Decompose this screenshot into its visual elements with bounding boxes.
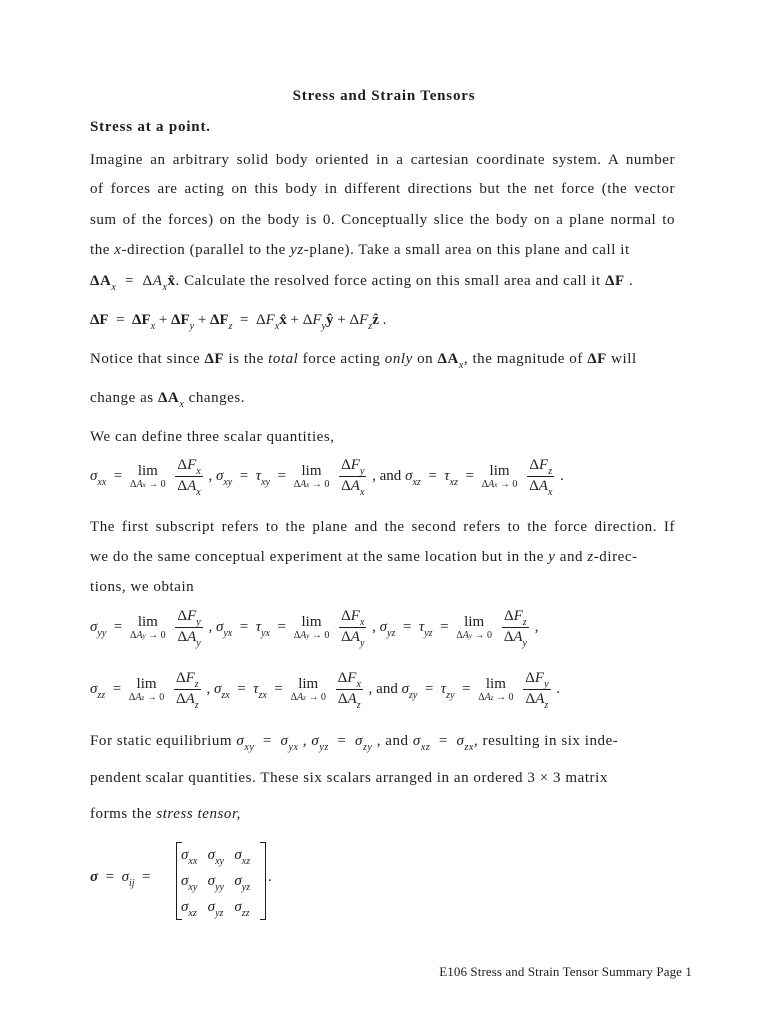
section-heading: Stress at a point. — [90, 119, 211, 135]
paragraph-line: change as $\Delta A_x$ changes. — [90, 390, 246, 410]
paragraph-line: We can define three scalar quantities, — [90, 429, 335, 445]
paragraph-line: of forces are acting on this body in different directions but the net force (the vector — [90, 181, 675, 197]
paragraph-line: For static equilibrium $\sigma_{xy} = \sigma_{yx}$ , $\sigma_{yz} = \sigma_{zy}$ , and $\sigma_{xz} = \sigma_{zx}$, resulting in six inde- — [90, 733, 619, 753]
paragraph-line: tions, we obtain — [90, 579, 195, 595]
matrix-period: . — [268, 869, 272, 885]
paragraph-line: the x-direction (parallel to the yz-plane). Take a small area on this plane and call it — [90, 242, 630, 258]
area-definition-line: $\Delta A_x$ = $\Delta A_xx̂$. Calculate the resolved force acting on this small area and call it ΔF . — [90, 273, 634, 293]
paragraph-line: sum of the forces) on the body is 0. Conceptually slice the body on a plane normal to — [90, 212, 675, 228]
paragraph-line: forms the stress tensor, — [90, 806, 241, 822]
paragraph-line: The first subscript refers to the plane and the second refers to the force direction. If — [90, 519, 675, 535]
stress-definition-z: $\sigma_{zz}$ = lim ΔAz → 0 $\frac{\Delta F_z}{\Delta A_z}$ , $\sigma_{zx} = \tau_{zx}$ = lim ΔAz → 0 $\frac{\Delta F_x}{\Delta A_z}$ , and $\sigma_{zy} = \tau_{zy}$ = lim ΔAz → 0 $\frac{\Delta F_y}{\Delta A_z}$ . — [90, 670, 561, 711]
paragraph-line: pendent scalar quantities. These six scalars arranged in an ordered 3 × 3 matrix — [90, 770, 608, 786]
paragraph-line: Imagine an arbitrary solid body oriented in a cartesian coordinate system. A number — [90, 152, 675, 168]
paragraph-line: we do the same conceptual experiment at the same location but in the y and z-direc- — [90, 549, 638, 565]
stress-tensor-matrix: $\sigma_{xx}$ $\sigma_{xy}$ $\sigma_{xz}$ $\sigma_{xy}$ $\sigma_{yy}$ $\sigma_{yz}$ $\sigma_{xz}$ $\sigma_{yz}$ $\sigma_{zz}$ — [176, 842, 266, 920]
stress-tensor-lhs: $\sigma = \sigma_{ij}$ = — [90, 869, 151, 889]
paragraph-line: Notice that since ΔF is the total force acting only on $\Delta A_x$, the magnitude of ΔF will — [90, 351, 637, 371]
page-footer: E106 Stress and Strain Tensor Summary Page 1 — [439, 964, 692, 979]
force-equation: $\Delta F = \Delta F_x + \Delta F_y + \Delta F_z$ = $\Delta F_xx̂$ + $\Delta F_yŷ$ + $\Delta F_zẑ$ . — [90, 312, 387, 332]
stress-definition-x: $\sigma_{xx}$ = lim ΔAx → 0 $\frac{\Delta F_x}{\Delta A_x}$ , $\sigma_{xy} = \tau_{xy}$ = lim ΔAx → 0 $\frac{\Delta F_y}{\Delta A_x}$ , and $\sigma_{xz} = \tau_{xz}$ = lim ΔAx → 0 $\frac{\Delta F_z}{\Delta A_x}$ . — [90, 457, 564, 498]
document-title: Stress and Strain Tensors — [292, 88, 476, 104]
stress-definition-y: $\sigma_{yy}$ = lim ΔAy → 0 $\frac{\Delta F_y}{\Delta A_y}$ , $\sigma_{yx} = \tau_{yx}$ = lim ΔAy → 0 $\frac{\Delta F_x}{\Delta A_y}$ , $\sigma_{yz} = \tau_{yz}$ = lim ΔAy → 0 $\frac{\Delta F_z}{\Delta A_y}$ , — [90, 608, 539, 649]
